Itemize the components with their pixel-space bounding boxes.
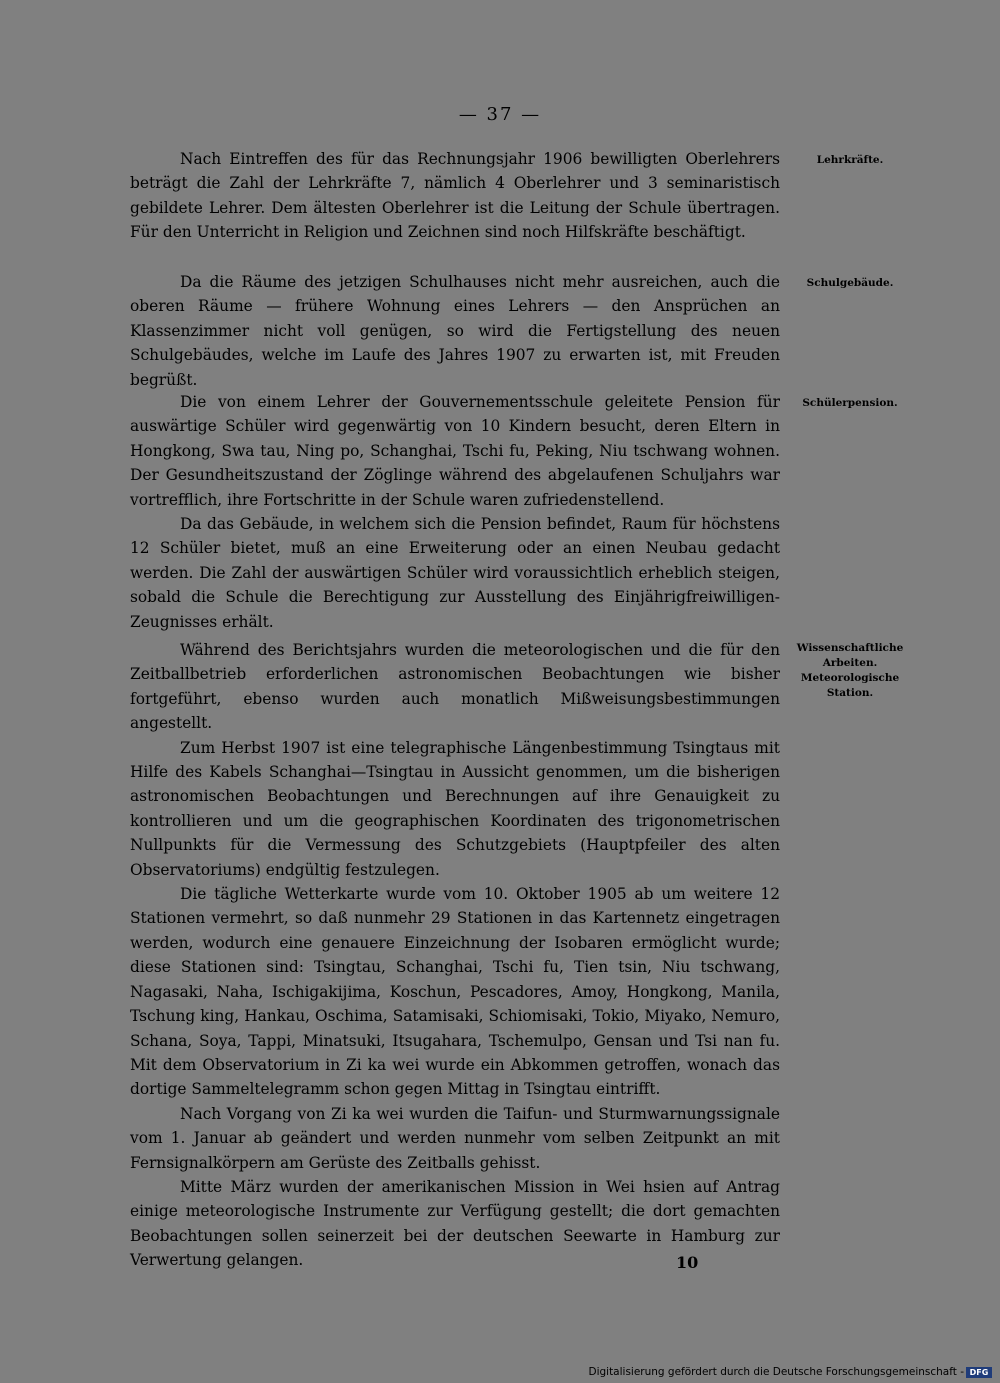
margin-note-schuelerpension: Schülerpension. [802,397,898,409]
margin-note-schulgebaeude: Schulgebäude. [806,277,894,289]
paragraph: Zum Herbst 1907 ist eine telegraphische Längenbestimmung Tsingtaus mit Hilfe des Kabels Schanghai—Tsingtau in Aussicht genommen, um die bisherigen astronomischen Beobachtungen und Berechnungen auf ihre Genauigkeit zu kontrollieren und um die geographischen Koordinaten des trigonometrischen Nullpunkts für die Vermessung des Schutzgebiets (Hauptpfeiler des alten Observatoriums) endgültig festzulegen. [130,738,780,879]
margin-note-lehrkraefte: Lehrkräfte. [816,154,884,166]
signature-mark: 10 [676,1253,699,1272]
paragraph: Nach Vorgang von Zi ka wei wurden die Taifun- und Sturmwarnungssignale vom 1. Januar ab geändert und werden nunmehr vom selben Zeitpunkt an mit Fernsignalkörpern am Gerüste des Zeitballs gehisst. [130,1104,780,1172]
paragraph: Mitte März wurden der amerikanischen Mission in Wei hsien auf Antrag einige meteorologische Instrumente zur Verfügung gestellt; die dort gemachten Beobachtungen sollen seinerzeit bei der deutschen Seewarte in Hamburg zur Verwertung gelangen. [130,1177,780,1270]
section-schuelerpension [130,390,780,634]
paragraph: Da die Räume des jetzigen Schulhauses nicht mehr ausreichen, auch die oberen Räume — frühere Wohnung eines Lehrers — den Ansprüchen an Klassenzimmer nicht voll genügen, so wird die Fertigstellung des neuen Schulgebäudes, welche im Laufe des Jahres 1907 zu erwarten ist, mit Freuden begrüßt. [130,273,780,389]
page-header: — 37 — [458,104,542,125]
paragraph: Da das Gebäude, in welchem sich die Pension befindet, Raum für höchstens 12 Schüler bietet, muß an eine Erweiterung oder an einen Neubau gedacht werden. Die Zahl der auswärtigen Schüler wird voraussichtlich erheblich steigen, sobald die Schule die Berechtigung zur Ausstellung des Einjährigfreiwilligen-Zeugnisses erhält. [130,515,780,631]
paragraph: Während des Berichtsjahrs wurden die meteorologischen und die für den Zeitballbetrieb erforderlichen astronomischen Beobachtungen wie bisher fortgeführt, ebenso wurden auch monatlich Mißweisungsbestimmungen angestellt. [130,641,780,733]
margin-note-meteorologie: Wissenschaftliche Arbeiten. Meteorologische Station. [796,642,904,699]
footer-credit [588,1365,992,1379]
footer-text: Digitalisierung gefördert durch die Deutsche Forschungsgemeinschaft - [588,1366,964,1378]
paragraph: Die tägliche Wetterkarte wurde vom 10. Oktober 1905 ab um weitere 12 Stationen vermehrt, so daß nunmehr 29 Stationen in das Kartennetz eingetragen werden, wodurch eine genauere Einzeichnung der Isobaren ermöglicht wurde; diese Stationen sind: Tsingtau, Schanghai, Tschi fu, Tien tsin, Niu tschwang, Nagasaki, Naha, Ischigakijima, Koschun, Pescadores, Amoy, Hongkong, Manila, Tschung king, Hankau, Oschima, Satamisaki, Schiomisaki, Tokio, Miyako, Nemuro, Schana, Soya, Tappi, Minatsuki, Itsugahara, Tschemulpo, Gensan und Tsi nan fu. Mit dem Observatorium in Zi ka wei wurde ein Abkommen getroffen, wonach das dortige Sammeltelegramm schon gegen Mittag in Tsingtau eintrifft. [130,885,780,1099]
section-schulgebaeude [130,270,780,392]
section-lehrkraefte [130,147,780,245]
section-meteorologie [130,638,780,1273]
paragraph: Die von einem Lehrer der Gouvernementsschule geleitete Pension für auswärtige Schüler wird gegenwärtig von 10 Kindern besucht, deren Eltern in Hongkong, Swa tau, Ning po, Schanghai, Tschi fu, Peking, Niu tschwang wohnen. Der Gesundheitszustand der Zöglinge während des abgelaufenen Schuljahrs war vortrefflich, ihre Fortschritte in der Schule waren zufriedenstellend. [130,393,780,509]
paragraph: Nach Eintreffen des für das Rechnungsjahr 1906 bewilligten Oberlehrers beträgt die Zahl der Lehrkräfte 7, nämlich 4 Oberlehrer und 3 seminaristisch gebildete Lehrer. Dem ältesten Oberlehrer ist die Leitung der Schule übertragen. Für den Unterricht in Religion und Zeichnen sind noch Hilfskräfte beschäftigt. [130,150,780,242]
dfg-logo-icon[interactable]: DFG [966,1367,992,1378]
